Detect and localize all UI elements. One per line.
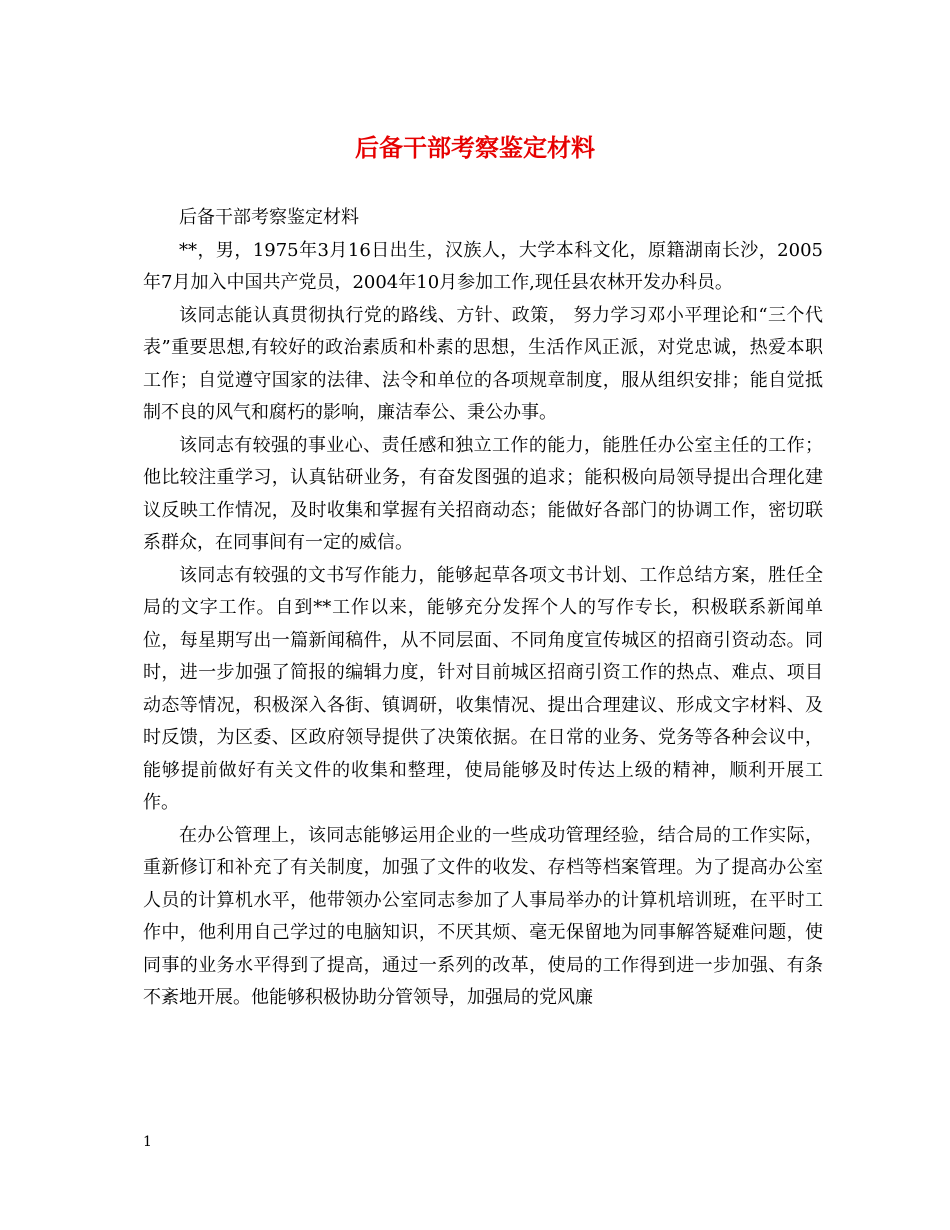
paragraph-work-ability: 该同志有较强的事业心、责任感和独立工作的能力，能胜任办公室主任的工作；他比较注重学习，认真钻研业务，有奋发图强的追求；能积极向局领导提出合理化建议反映工作情况，及时收集和掌握有关招商动态；能做好各部门的协调工作，密切联系群众，在同事间有一定的威信。 xyxy=(143,434,823,553)
document-title: 后备干部考察鉴定材料 xyxy=(355,133,595,162)
paragraph-political-quality: 该同志能认真贯彻执行党的路线、方针、政策， 努力学习邓小平理论和“三个代表”重要思想,有较好的政治素质和朴素的思想，生活作风正派，对党忠诚，热爱本职工作；自觉遵守国家的法律、法令和单位的各项规章制度，服从组织安排；能自觉抵制不良的风气和腐朽的影响，廉洁奉公、秉公办事。 xyxy=(143,304,823,423)
paragraph-writing-ability: 该同志有较强的文书写作能力，能够起草各项文书计划、工作总结方案，胜任全局的文字工作。自到**工作以来，能够充分发挥个人的写作专长，积极联系新闻单位，每星期写出一篇新闻稿件，从不同层面、不同角度宣传城区的招商引资动态。同时，进一步加强了简报的编辑力度，针对目前城区招商引资工作的热点、难点、项目动态等情况，积极深入各街、镇调研，收集情况、提出合理建议、形成文字材料、及时反馈，为区委、区政府领导提供了决策依据。在日常的业务、党务等各种会议中，能够提前做好有关文件的收集和整理，使局能够及时传达上级的精神，顺利开展工作。 xyxy=(143,564,823,813)
document-body xyxy=(143,202,823,1015)
paragraph-personal-info: **，男，1975年3月16日出生，汉族人，大学本科文化，原籍湖南长沙，2005年7月加入中国共产党员，2004年10月参加工作,现任县农林开发办科员。 xyxy=(143,239,823,293)
page-number: 1 xyxy=(143,1134,152,1150)
paragraph-office-management: 在办公管理上，该同志能够运用企业的一些成功管理经验，结合局的工作实际，重新修订和补充了有关制度，加强了文件的收发、存档等档案管理。为了提高办公室人员的计算机水平，他带领办公室同志参加了人事局举办的计算机培训班，在平时工作中，他利用自己学过的电脑知识，不厌其烦、毫无保留地为同事解答疑难问题，使同事的业务水平得到了提高，通过一系列的改革，使局的工作得到进一步加强、有条不紊地开展。他能够积极协助分管领导，加强局的党风廉 xyxy=(143,824,823,1008)
paragraph-subtitle: 后备干部考察鉴定材料 xyxy=(179,207,359,228)
